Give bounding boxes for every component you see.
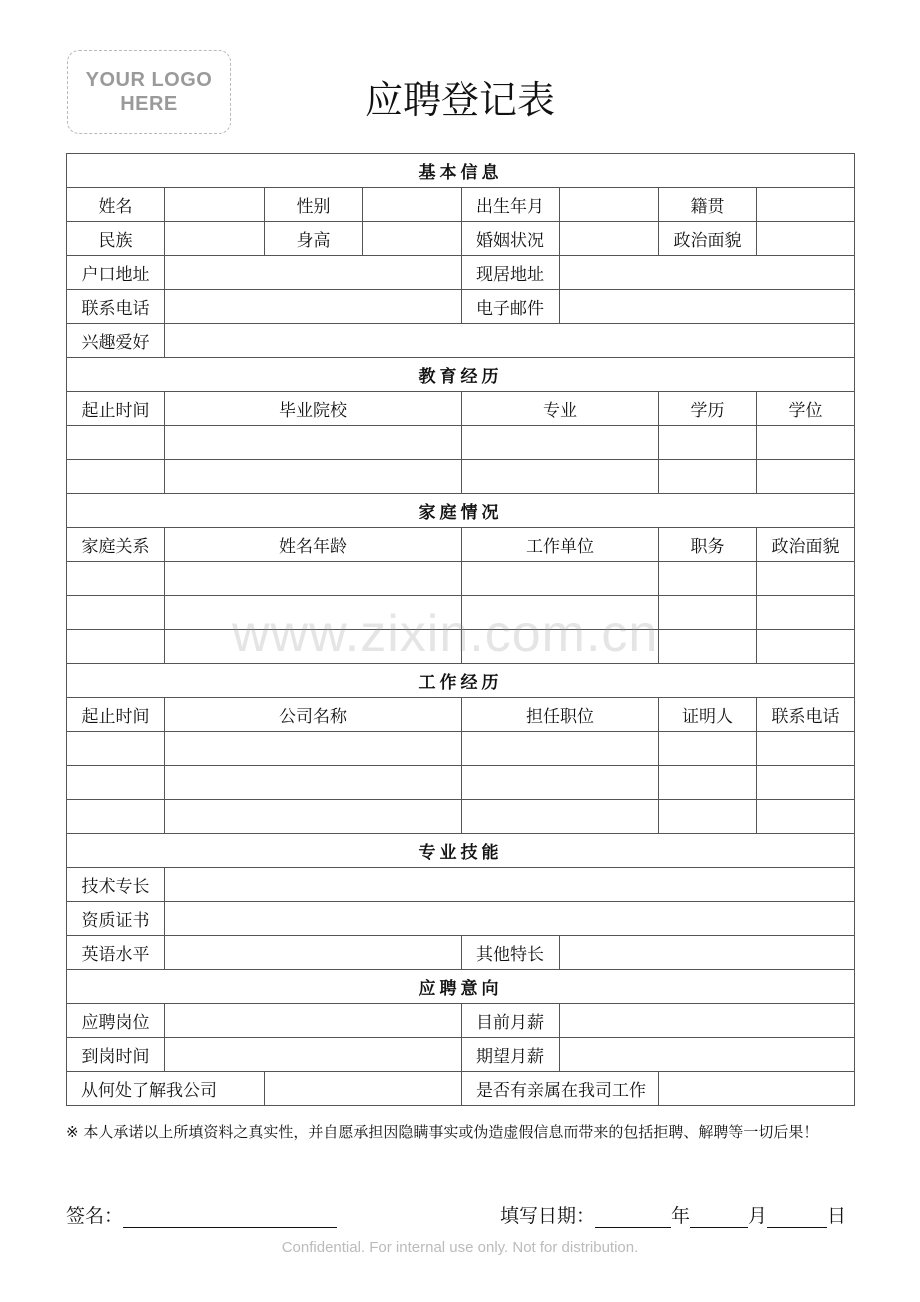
family-employer-cell[interactable] bbox=[462, 596, 659, 630]
family-political-cell[interactable] bbox=[757, 596, 855, 630]
label-expected-salary: 期望月薪 bbox=[462, 1038, 560, 1072]
label-hukou-addr: 户口地址 bbox=[67, 256, 165, 290]
year-unit: 年 bbox=[671, 1205, 691, 1227]
family-name-age-cell[interactable] bbox=[165, 596, 462, 630]
label-birth: 出生年月 bbox=[462, 188, 560, 222]
field-tech-skill[interactable] bbox=[165, 868, 855, 902]
section-title-intent: 应聘意向 bbox=[67, 970, 855, 1004]
work-position-cell[interactable] bbox=[462, 766, 659, 800]
table-row bbox=[67, 426, 855, 460]
edu-degree-cell[interactable] bbox=[757, 426, 855, 460]
commitment-note: ※ 本人承诺以上所填资料之真实性，并自愿承担因隐瞒事实或伪造虚假信息而带来的包括拒聘、解聘等一切后果！ bbox=[66, 1123, 819, 1141]
work-period-cell[interactable] bbox=[67, 800, 165, 834]
field-height[interactable] bbox=[363, 222, 462, 256]
work-company-cell[interactable] bbox=[165, 732, 462, 766]
field-start-time[interactable] bbox=[165, 1038, 462, 1072]
table-row bbox=[67, 868, 855, 902]
field-other-skill[interactable] bbox=[560, 936, 855, 970]
label-phone: 联系电话 bbox=[67, 290, 165, 324]
application-form-table bbox=[66, 153, 855, 1106]
edu-education-cell[interactable] bbox=[659, 460, 757, 494]
col-phone: 联系电话 bbox=[757, 698, 855, 732]
label-english: 英语水平 bbox=[67, 936, 165, 970]
signature-line bbox=[66, 1201, 337, 1228]
logo-placeholder bbox=[67, 50, 231, 134]
work-phone-cell[interactable] bbox=[757, 800, 855, 834]
col-political: 政治面貌 bbox=[757, 528, 855, 562]
label-name: 姓名 bbox=[67, 188, 165, 222]
family-relation-cell[interactable] bbox=[67, 630, 165, 664]
col-period: 起止时间 bbox=[67, 392, 165, 426]
date-label: 填写日期： bbox=[500, 1205, 596, 1227]
work-phone-cell[interactable] bbox=[757, 732, 855, 766]
fill-date-line bbox=[500, 1201, 846, 1228]
section-title-basic: 基本信息 bbox=[67, 154, 855, 188]
table-row bbox=[67, 222, 855, 256]
field-expected-salary[interactable] bbox=[560, 1038, 855, 1072]
label-current-salary: 目前月薪 bbox=[462, 1004, 560, 1038]
work-position-cell[interactable] bbox=[462, 732, 659, 766]
table-header-row bbox=[67, 528, 855, 562]
signature-field[interactable] bbox=[123, 1209, 337, 1228]
month-field[interactable] bbox=[690, 1209, 748, 1228]
field-english[interactable] bbox=[165, 936, 462, 970]
section-title-work: 工作经历 bbox=[67, 664, 855, 698]
edu-school-cell[interactable] bbox=[165, 426, 462, 460]
table-row bbox=[67, 256, 855, 290]
col-job-title: 职务 bbox=[659, 528, 757, 562]
label-how-learned: 从何处了解我公司 bbox=[67, 1072, 265, 1106]
field-phone[interactable] bbox=[165, 290, 462, 324]
family-name-age-cell[interactable] bbox=[165, 562, 462, 596]
section-family-header bbox=[67, 494, 855, 528]
field-marital[interactable] bbox=[560, 222, 659, 256]
family-employer-cell[interactable] bbox=[462, 562, 659, 596]
label-gender: 性别 bbox=[265, 188, 363, 222]
label-other-skill: 其他特长 bbox=[462, 936, 560, 970]
signature-label: 签名： bbox=[66, 1205, 124, 1227]
section-education-header bbox=[67, 358, 855, 392]
day-unit: 日 bbox=[827, 1205, 847, 1227]
page-title: 应聘登记表 bbox=[364, 78, 555, 122]
edu-degree-cell[interactable] bbox=[757, 460, 855, 494]
section-work-header bbox=[67, 664, 855, 698]
col-position: 担任职位 bbox=[462, 698, 659, 732]
day-field[interactable] bbox=[767, 1209, 827, 1228]
field-apply-position[interactable] bbox=[165, 1004, 462, 1038]
section-basic-header bbox=[67, 154, 855, 188]
table-header-row bbox=[67, 392, 855, 426]
section-intent-header bbox=[67, 970, 855, 1004]
month-unit: 月 bbox=[748, 1205, 768, 1227]
section-title-family: 家庭情况 bbox=[67, 494, 855, 528]
section-title-education: 教育经历 bbox=[67, 358, 855, 392]
edu-major-cell[interactable] bbox=[462, 460, 659, 494]
family-employer-cell[interactable] bbox=[462, 630, 659, 664]
col-major: 专业 bbox=[462, 392, 659, 426]
family-relation-cell[interactable] bbox=[67, 562, 165, 596]
table-row bbox=[67, 936, 855, 970]
label-political: 政治面貌 bbox=[659, 222, 757, 256]
year-field[interactable] bbox=[595, 1209, 671, 1228]
col-name-age: 姓名年龄 bbox=[165, 528, 462, 562]
col-reference: 证明人 bbox=[659, 698, 757, 732]
family-job-title-cell[interactable] bbox=[659, 562, 757, 596]
label-ethnicity: 民族 bbox=[67, 222, 165, 256]
work-company-cell[interactable] bbox=[165, 766, 462, 800]
edu-period-cell[interactable] bbox=[67, 426, 165, 460]
label-start-time: 到岗时间 bbox=[67, 1038, 165, 1072]
table-row bbox=[67, 1004, 855, 1038]
field-origin[interactable] bbox=[757, 188, 855, 222]
watermark: www.zixin.com.cn bbox=[232, 605, 659, 663]
family-name-age-cell[interactable] bbox=[165, 630, 462, 664]
edu-school-cell[interactable] bbox=[165, 460, 462, 494]
table-row bbox=[67, 290, 855, 324]
work-reference-cell[interactable] bbox=[659, 766, 757, 800]
table-row bbox=[67, 902, 855, 936]
col-education: 学历 bbox=[659, 392, 757, 426]
work-company-cell[interactable] bbox=[165, 800, 462, 834]
family-relation-cell[interactable] bbox=[67, 596, 165, 630]
label-origin: 籍贯 bbox=[659, 188, 757, 222]
work-position-cell[interactable] bbox=[462, 800, 659, 834]
field-email[interactable] bbox=[560, 290, 855, 324]
label-certificate: 资质证书 bbox=[67, 902, 165, 936]
work-reference-cell[interactable] bbox=[659, 800, 757, 834]
field-certificate[interactable] bbox=[165, 902, 855, 936]
work-period-cell[interactable] bbox=[67, 732, 165, 766]
table-row bbox=[67, 562, 855, 596]
family-political-cell[interactable] bbox=[757, 630, 855, 664]
label-apply-position: 应聘岗位 bbox=[67, 1004, 165, 1038]
logo-text-line2: HERE bbox=[120, 93, 178, 115]
work-period-cell[interactable] bbox=[67, 766, 165, 800]
col-period: 起止时间 bbox=[67, 698, 165, 732]
field-ethnicity[interactable] bbox=[165, 222, 265, 256]
label-hobbies: 兴趣爱好 bbox=[67, 324, 165, 358]
col-employer: 工作单位 bbox=[462, 528, 659, 562]
col-school: 毕业院校 bbox=[165, 392, 462, 426]
section-skills-header bbox=[67, 834, 855, 868]
table-header-row bbox=[67, 698, 855, 732]
field-political[interactable] bbox=[757, 222, 855, 256]
family-job-title-cell[interactable] bbox=[659, 630, 757, 664]
field-current-salary[interactable] bbox=[560, 1004, 855, 1038]
table-row bbox=[67, 732, 855, 766]
label-tech-skill: 技术专长 bbox=[67, 868, 165, 902]
field-gender[interactable] bbox=[363, 188, 462, 222]
label-relatives: 是否有亲属在我司工作 bbox=[462, 1072, 659, 1106]
confidential-footer: Confidential. For internal use only. Not for distribution. bbox=[281, 1239, 639, 1256]
label-current-addr: 现居地址 bbox=[462, 256, 560, 290]
table-row bbox=[67, 1072, 855, 1106]
col-relation: 家庭关系 bbox=[67, 528, 165, 562]
table-row bbox=[67, 460, 855, 494]
label-email: 电子邮件 bbox=[462, 290, 560, 324]
field-current-addr[interactable] bbox=[560, 256, 855, 290]
table-row bbox=[67, 1038, 855, 1072]
table-row bbox=[67, 800, 855, 834]
col-company: 公司名称 bbox=[165, 698, 462, 732]
edu-education-cell[interactable] bbox=[659, 426, 757, 460]
edu-period-cell[interactable] bbox=[67, 460, 165, 494]
work-reference-cell[interactable] bbox=[659, 732, 757, 766]
table-row bbox=[67, 630, 855, 664]
table-row bbox=[67, 188, 855, 222]
section-title-skills: 专业技能 bbox=[67, 834, 855, 868]
family-political-cell[interactable] bbox=[757, 562, 855, 596]
field-hukou-addr[interactable] bbox=[165, 256, 462, 290]
label-height: 身高 bbox=[265, 222, 363, 256]
table-row bbox=[67, 324, 855, 358]
table-row bbox=[67, 766, 855, 800]
col-degree: 学位 bbox=[757, 392, 855, 426]
table-row bbox=[67, 596, 855, 630]
edu-major-cell[interactable] bbox=[462, 426, 659, 460]
field-relatives[interactable] bbox=[659, 1072, 855, 1106]
field-hobbies[interactable] bbox=[165, 324, 855, 358]
field-how-learned[interactable] bbox=[265, 1072, 462, 1106]
field-birth[interactable] bbox=[560, 188, 659, 222]
family-job-title-cell[interactable] bbox=[659, 596, 757, 630]
work-phone-cell[interactable] bbox=[757, 766, 855, 800]
field-name[interactable] bbox=[165, 188, 265, 222]
label-marital: 婚姻状况 bbox=[462, 222, 560, 256]
logo-text-line1: YOUR LOGO bbox=[85, 69, 213, 91]
